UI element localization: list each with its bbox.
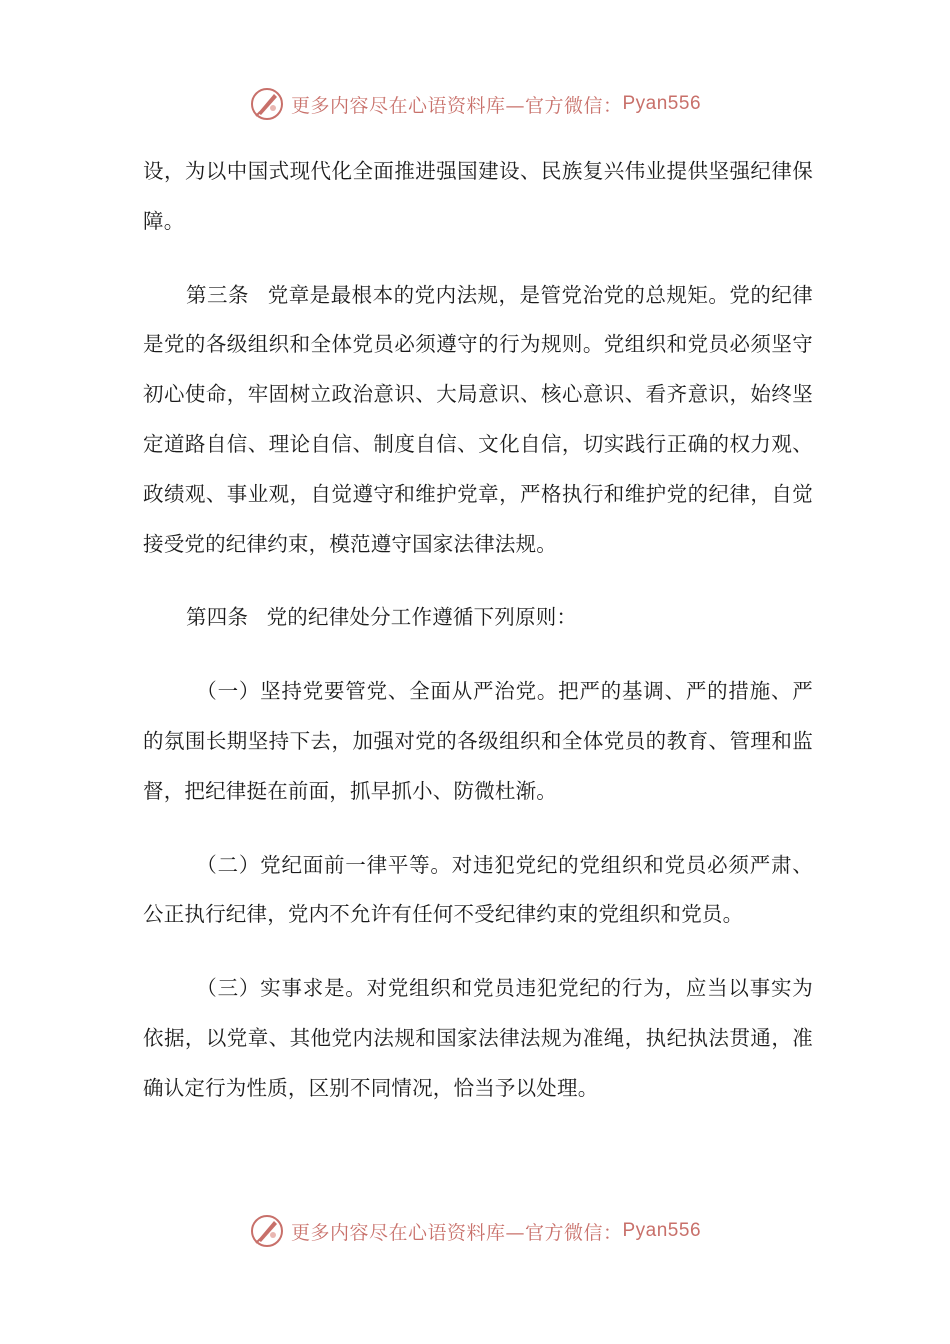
principle-3 [143, 964, 813, 1113]
watermark-text: 更多内容尽在心语资料库—官方微信： [290, 94, 623, 117]
article-4 [143, 593, 813, 643]
article-label: 第四条 [186, 605, 249, 630]
watermark-text: 更多内容尽在心语资料库—官方微信： [290, 1221, 623, 1244]
paragraph-continuation [143, 147, 813, 247]
footer-watermark [0, 1211, 950, 1251]
principle-text: （三）实事求是。对党组织和党员违犯党纪的行为，应当以事实为依据，以党章、其他党内法规和国家法律法规为准绳，执纪执法贯通，准确认定行为性质，区别不同情况，恰当予以处理。 [143, 976, 813, 1100]
principle-2 [143, 841, 813, 941]
document-body [143, 147, 813, 1138]
article-label: 第三条 [186, 282, 249, 307]
principle-text: （二）党纪面前一律平等。对违犯党纪的党组织和党员必须严肃、公正执行纪律，党内不允许有任何不受纪律约束的党组织和党员。 [143, 852, 813, 927]
watermark-handle: Pyan556 [622, 1220, 702, 1241]
watermark-handle: Pyan556 [622, 93, 702, 114]
paragraph-text: 设，为以中国式现代化全面推进强国建设、民族复兴伟业提供坚强纪律保障。 [143, 159, 813, 233]
article-3 [143, 271, 813, 570]
quill-logo-icon [249, 1213, 285, 1249]
article-text: 党的纪律处分工作遵循下列原则： [266, 605, 578, 630]
article-text: 党章是最根本的党内法规，是管党治党的总规矩。党的纪律是党的各级组织和全体党员必须遵守的行为规则。党组织和党员必须坚守初心使命，牢固树立政治意识、大局意识、核心意识、看齐意识，始终坚定道路自信、理论自信、制度自信、文化自信，切实践行正确的权力观、政绩观、事业观，自觉遵守和维护党章，严格执行和维护党的纪律，自觉接受党的纪律约束，模范遵守国家法律法规。 [143, 282, 813, 556]
principle-text: （一）坚持党要管党、全面从严治党。把严的基调、严的措施、严的氛围长期坚持下去，加强对党的各级组织和全体党员的教育、管理和监督，把纪律挺在前面，抓早抓小、防微杜渐。 [143, 679, 813, 803]
quill-logo-icon [249, 86, 285, 122]
principle-1 [143, 667, 813, 816]
header-watermark [0, 84, 950, 124]
